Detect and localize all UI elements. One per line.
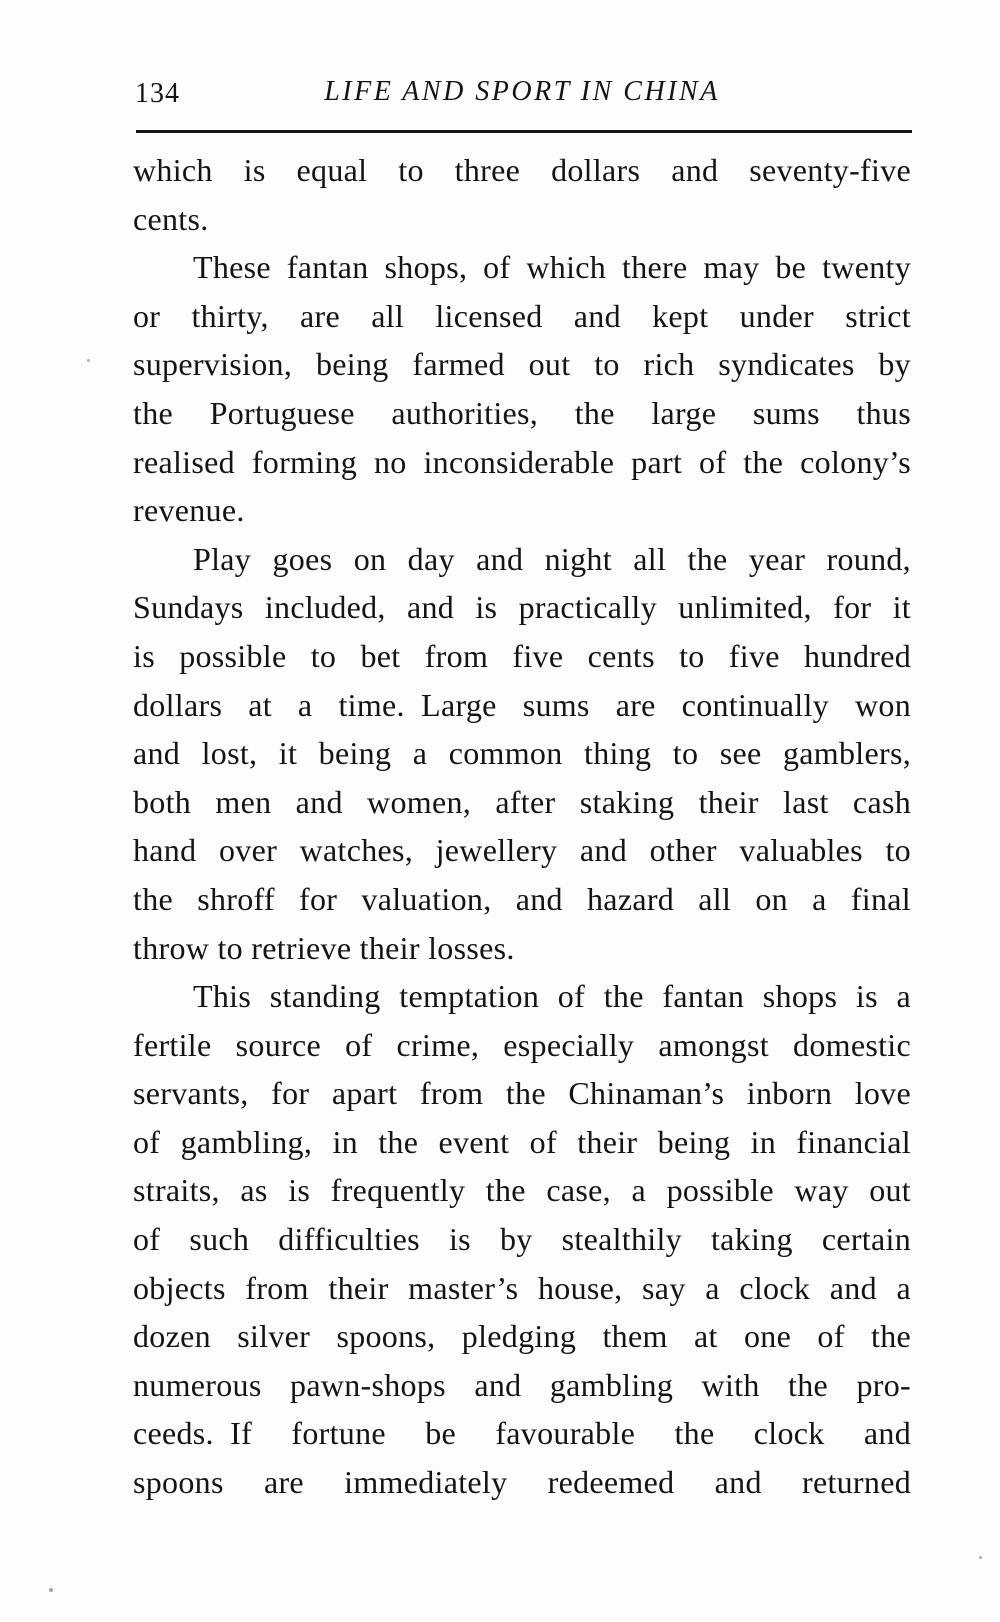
- page-number: 134: [135, 78, 180, 109]
- text-line: Sundays included, and is practically unlimited, for it: [133, 589, 911, 626]
- text-line: These fantan shops, of which there may be twenty: [193, 249, 911, 286]
- text-line: cents.: [133, 200, 209, 237]
- text-line: hand over watches, jewellery and other valuables to: [133, 832, 911, 869]
- text-line: is possible to bet from five cents to five hundred: [133, 637, 911, 674]
- text-line: the shroff for valuation, and hazard all on a final: [133, 880, 911, 917]
- scan-speck: [87, 359, 90, 362]
- text-line: of such difficulties is by stealthily taking certain: [133, 1221, 911, 1258]
- text-line: This standing temptation of the fantan shops is a: [193, 978, 911, 1015]
- text-line: Play goes on day and night all the year round,: [193, 540, 911, 577]
- text-line: objects from their master’s house, say a clock and a: [133, 1269, 911, 1306]
- text-line: spoons are immediately redeemed and returned: [133, 1464, 911, 1501]
- text-line: both men and women, after staking their last cash: [133, 783, 911, 820]
- text-line: straits, as is frequently the case, a possible way out: [133, 1172, 911, 1209]
- page-text: [133, 146, 911, 1507]
- text-line: revenue.: [133, 492, 245, 529]
- text-line: numerous pawn-shops and gambling with the pro-: [133, 1366, 911, 1403]
- text-line: fertile source of crime, especially amongst domestic: [133, 1026, 911, 1063]
- scan-speck: [49, 1588, 53, 1592]
- running-title: LIFE AND SPORT IN CHINA: [324, 76, 720, 107]
- running-header: [133, 76, 911, 116]
- text-line: dollars at a time. Large sums are continually won: [133, 686, 911, 723]
- text-line: supervision, being farmed out to rich syndicates by: [133, 346, 911, 383]
- text-line: and lost, it being a common thing to see gamblers,: [133, 735, 911, 772]
- text-line: the Portuguese authorities, the large sums thus: [133, 394, 911, 431]
- header-rule: [136, 130, 912, 133]
- text-line: ceeds. If fortune be favourable the clock and: [133, 1415, 911, 1452]
- text-line: servants, for apart from the Chinaman’s inborn love: [133, 1075, 911, 1112]
- text-line: of gambling, in the event of their being in financial: [133, 1123, 911, 1160]
- text-line: dozen silver spoons, pledging them at one of the: [133, 1318, 911, 1355]
- text-line: which is equal to three dollars and seventy-five: [133, 152, 911, 188]
- text-line: throw to retrieve their losses.: [133, 929, 515, 966]
- text-line: realised forming no inconsiderable part of the colony’s: [133, 443, 911, 480]
- text-line: or thirty, are all licensed and kept under strict: [133, 297, 911, 334]
- scan-speck: [979, 1556, 982, 1559]
